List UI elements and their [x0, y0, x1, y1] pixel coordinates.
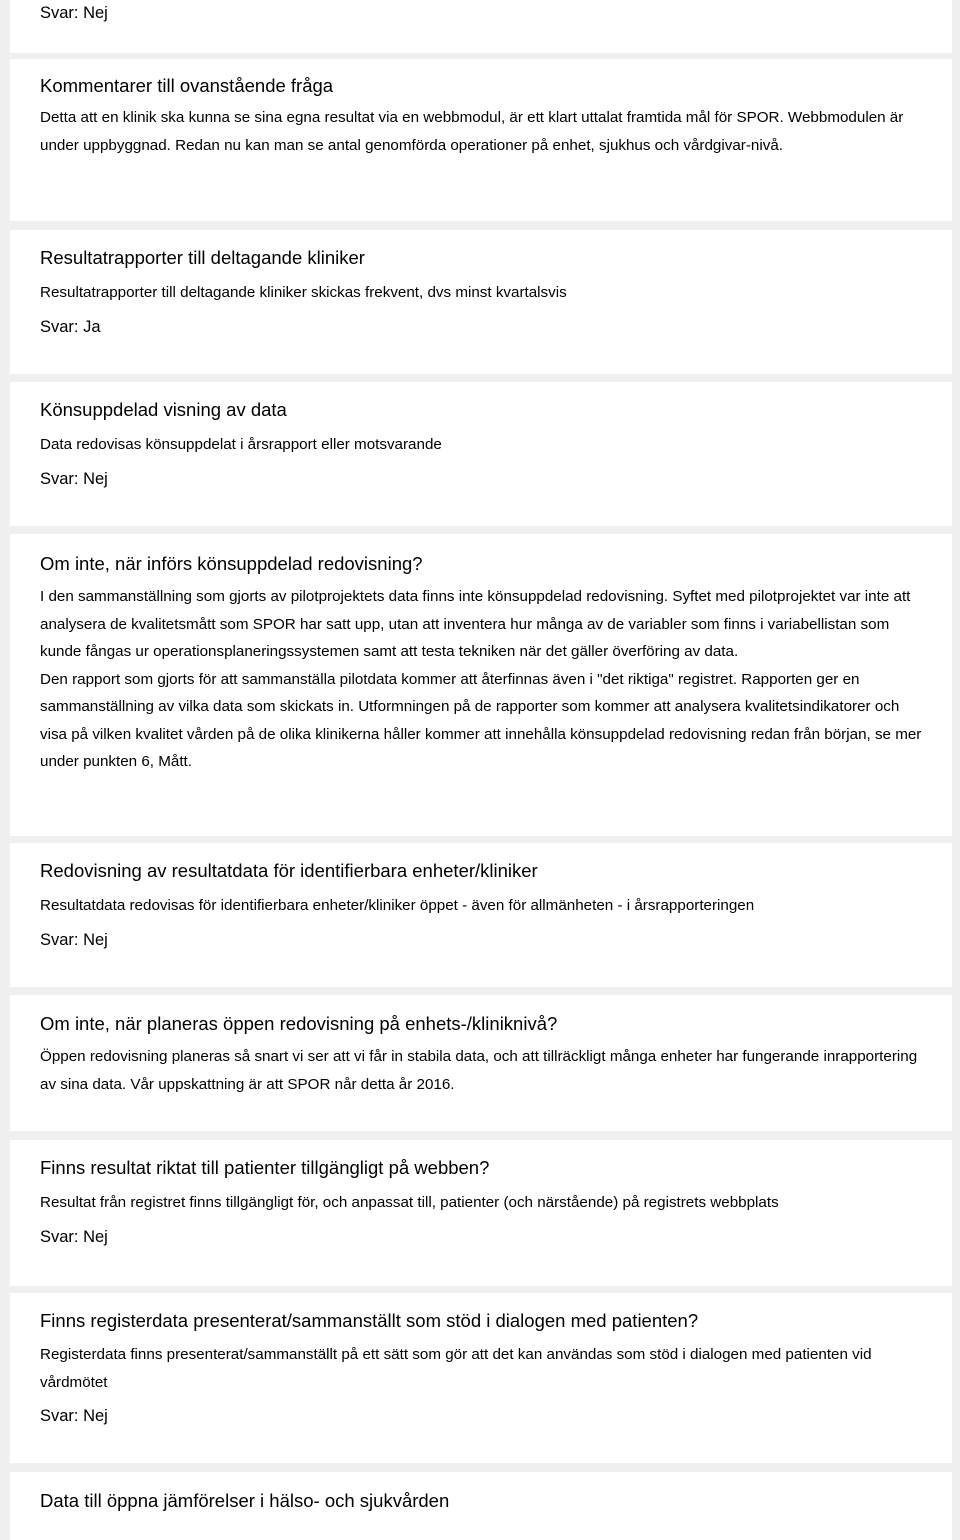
section-card: [10, 995, 952, 1131]
section-card: [10, 230, 952, 374]
section-card: [10, 534, 952, 836]
section-text: Registerdata finns presenterat/sammanställt på ett sätt som gör att det kan användas som stöd i dialogen med patienten vid vårdmötet: [40, 1346, 872, 1391]
section-title: Finns registerdata presenterat/sammanställt som stöd i dialogen med patienten?: [40, 1310, 699, 1331]
section-text: Öppen redovisning planeras så snart vi ser att vi får in stabila data, och att tillräckligt många enheter har fungerande inrapportering av sina data. Vår uppskattning är att SPOR når detta år 2016.: [40, 1048, 918, 1093]
section-card: [10, 1293, 952, 1463]
section-text-continued: Den rapport som gjorts för att sammanställa pilotdata kommer att återfinnas även i "det riktiga" registret. Rapporten ger en sammanställning av vilka data som skickats in. Utformningen på de rapporter som kommer att analysera kvalitetsindikatorer och visa på vilken kvalitet vården på de olika klinikerna håller kommer att innehålla könsuppdelad redovisning redan från början, se mer under punkten 6, Mått.: [40, 670, 922, 770]
section-title: Finns resultat riktat till patienter tillgängligt på webben?: [40, 1157, 490, 1178]
section-title: Om inte, när införs könsuppdelad redovisning?: [40, 553, 423, 574]
section-text: Detta att en klinik ska kunna se sina egna resultat via en webbmodul, är ett klart uttalat framtida mål för SPOR. Webbmodulen är under uppbyggnad. Redan nu kan man se antal genomförda operationer på enhet, sjukhus och vårdgivar-nivå.: [40, 109, 904, 154]
answer-text: Svar: Nej: [40, 931, 108, 949]
section-card: [10, 1140, 952, 1286]
section-card: [10, 382, 952, 526]
section-text: Resultatrapporter till deltagande kliniker skickas frekvent, dvs minst kvartalsvis: [40, 284, 567, 301]
section-card: [10, 843, 952, 987]
section-text: I den sammanställning som gjorts av pilotprojektets data finns inte könsuppdelad redovisning. Syftet med pilotprojektet var inte att analysera de kvalitetsmått som SPOR har satt upp, utan att inventera hur många av de variabler som finns i variabellistan som kunde fångas ur operationsplaneringssystemen samt att testa tekniken när det gäller överföring av data.: [40, 588, 911, 660]
section-title: Resultatrapporter till deltagande kliniker: [40, 247, 365, 268]
section-card: [10, 0, 952, 53]
section-text: Data redovisas könsuppdelat i årsrapport eller motsvarande: [40, 436, 442, 453]
answer-text: Svar: Nej: [40, 470, 108, 488]
section-title: Data till öppna jämförelser i hälso- och sjukvården: [40, 1490, 450, 1511]
answer-text: Svar: Ja: [40, 318, 101, 336]
section-title: Redovisning av resultatdata för identifierbara enheter/kliniker: [40, 860, 538, 881]
section-text: Resultatdata redovisas för identifierbara enheter/kliniker öppet - även för allmänheten - i årsrapporteringen: [40, 897, 755, 914]
section-title: Könsuppdelad visning av data: [40, 399, 287, 420]
section-card: [10, 1472, 952, 1540]
section-title: Om inte, när planeras öppen redovisning på enhets-/kliniknivå?: [40, 1013, 558, 1034]
section-card: [10, 59, 952, 221]
section-title: Kommentarer till ovanstående fråga: [40, 75, 334, 96]
section-text: Resultat från registret finns tillgängligt för, och anpassat till, patienter (och närstående) på registrets webbplats: [40, 1194, 779, 1211]
answer-text: Svar: Nej: [40, 4, 108, 22]
answer-text: Svar: Nej: [40, 1407, 108, 1425]
answer-text: Svar: Nej: [40, 1228, 108, 1246]
